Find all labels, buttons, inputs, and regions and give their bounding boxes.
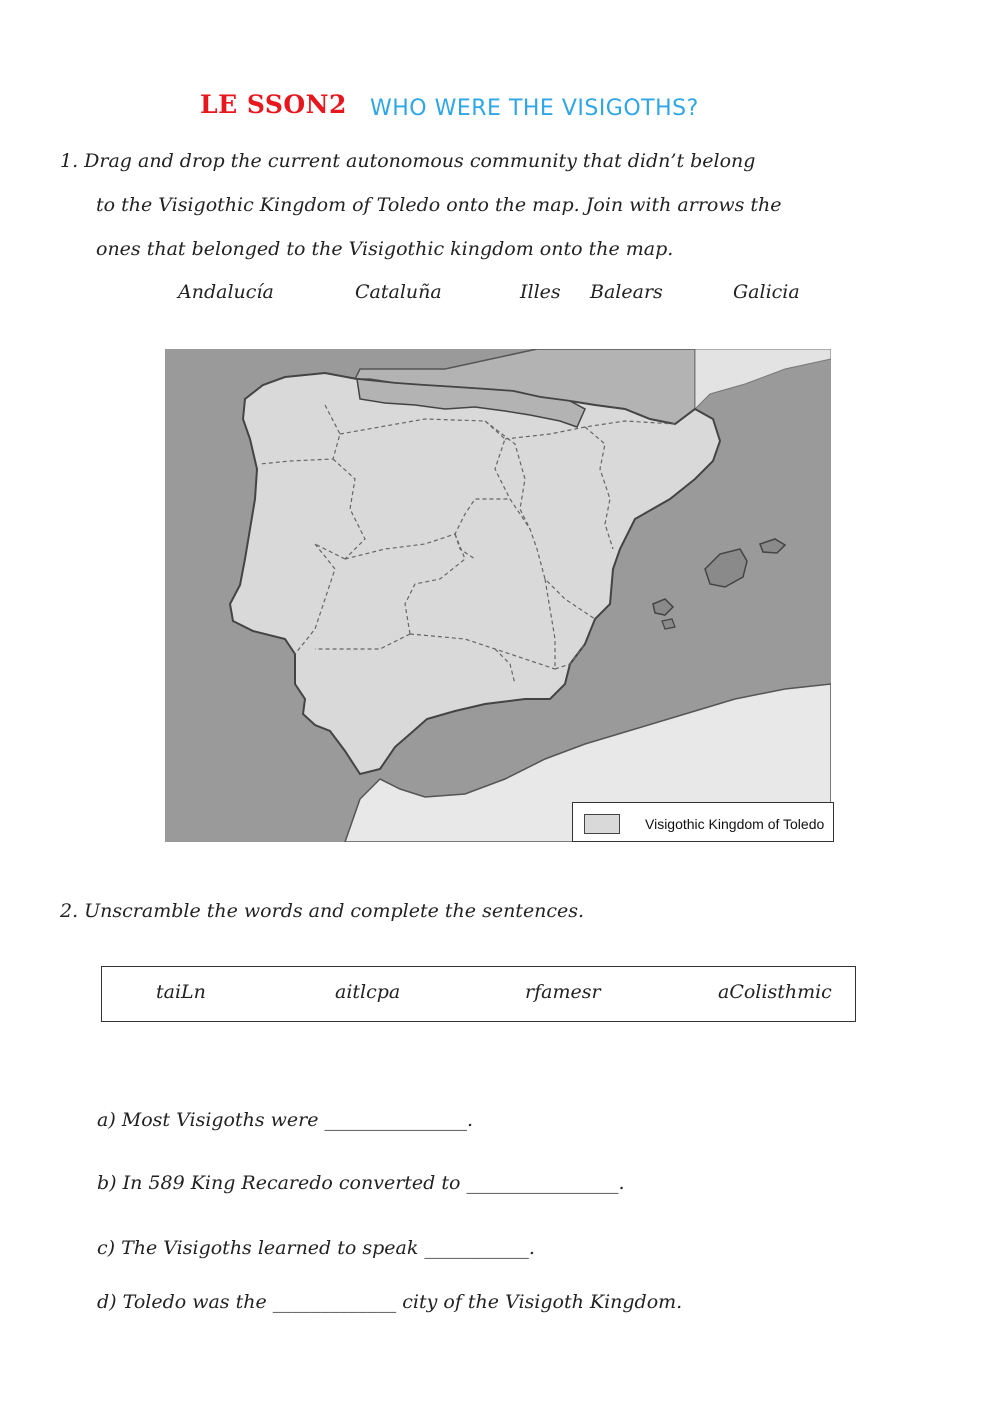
lesson-label: LE SSON2 xyxy=(200,90,347,119)
sentence-d[interactable]: d) Toledo was the _____________ city of the Visigoth Kingdom. xyxy=(97,1291,683,1313)
drag-word-cataluna[interactable]: Cataluña xyxy=(355,281,442,303)
iberia-map-drawing xyxy=(165,349,831,842)
legend-swatch xyxy=(584,814,620,834)
drag-word-illes[interactable]: Illes xyxy=(520,281,561,303)
drag-word-balears[interactable]: Balears xyxy=(590,281,663,303)
exercise2-heading: 2. Unscramble the words and complete the sentences. xyxy=(60,900,585,922)
sentence-b[interactable]: b) In 589 King Recaredo converted to ________________. xyxy=(97,1172,625,1194)
drag-word-andalucia[interactable]: Andalucía xyxy=(178,281,274,303)
scrambled-word-3: rfamesr xyxy=(525,981,601,1003)
formentera-island xyxy=(662,619,675,629)
lesson-title: WHO WERE THE VISIGOTHS? xyxy=(370,96,699,121)
exercise1-line3: ones that belonged to the Visigothic kingdom onto the map. xyxy=(96,238,674,260)
scrambled-words-box xyxy=(101,966,856,1022)
legend-label: Visigothic Kingdom of Toledo xyxy=(645,816,825,832)
sentence-c[interactable]: c) The Visigoths learned to speak ___________. xyxy=(97,1237,535,1259)
exercise1-line2: to the Visigothic Kingdom of Toledo onto the map. Join with arrows the xyxy=(96,194,782,216)
drag-word-galicia[interactable]: Galicia xyxy=(733,281,800,303)
scrambled-word-4: aColisthmic xyxy=(718,981,832,1003)
scrambled-word-2: aitlcpa xyxy=(335,981,401,1003)
sentence-a[interactable]: a) Most Visigoths were _______________. xyxy=(97,1109,474,1131)
iberia-map[interactable] xyxy=(165,349,831,842)
scrambled-word-1: taiLn xyxy=(156,981,206,1003)
map-legend xyxy=(572,802,834,842)
exercise1-line1: 1. Drag and drop the current autonomous community that didn’t belong xyxy=(60,150,756,172)
